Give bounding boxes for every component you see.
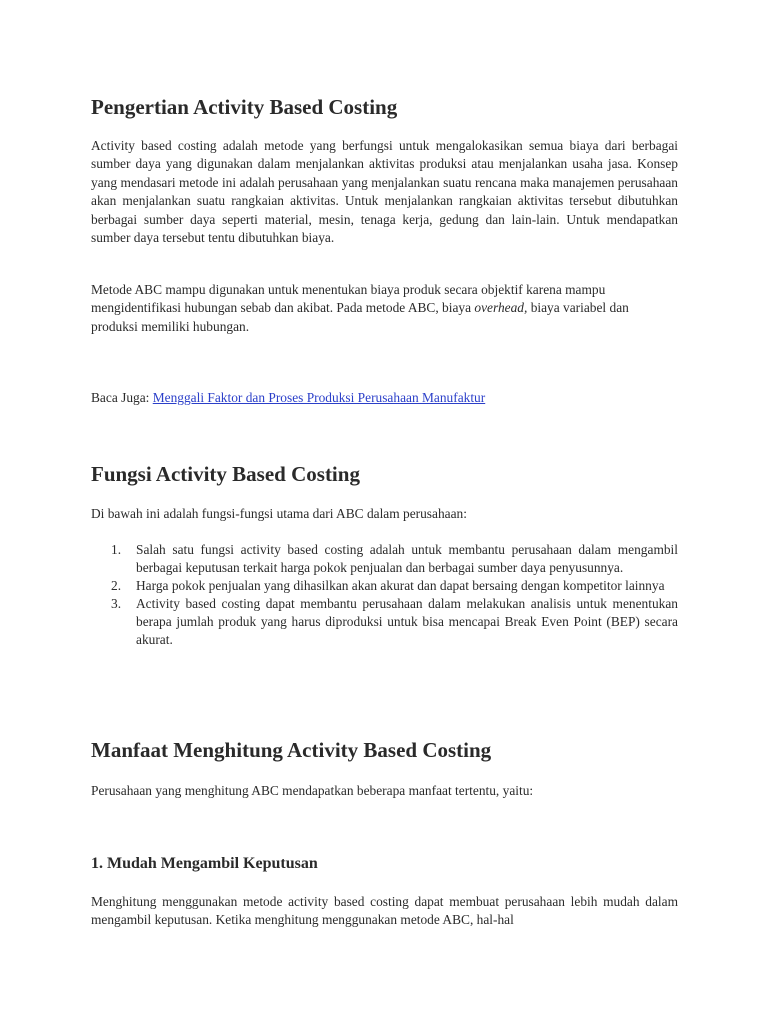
paragraph-pengertian-2-end: biaya variabel dan produksi memiliki hubungan. <box>91 300 629 334</box>
list-item <box>91 577 678 595</box>
list-text: Harga pokok penjualan yang dihasilkan akan akurat dan dapat bersaing dengan kompetitor lainnya <box>136 578 665 593</box>
fungsi-list <box>91 541 678 649</box>
paragraph-pengertian-2 <box>91 281 678 336</box>
heading-pengertian: Pengertian Activity Based Costing <box>91 95 398 119</box>
heading-manfaat: Manfaat Menghitung Activity Based Costing <box>91 738 492 762</box>
subheading-mudah-mengambil-keputusan: 1. Mudah Mengambil Keputusan <box>91 855 318 872</box>
fungsi-intro: Di bawah ini adalah fungsi-fungsi utama dari ABC dalam perusahaan: <box>91 506 467 521</box>
list-item <box>91 595 678 649</box>
read-also-label: Baca Juga: <box>91 390 153 405</box>
heading-fungsi: Fungsi Activity Based Costing <box>91 462 360 486</box>
read-also-link[interactable]: Menggali Faktor dan Proses Produksi Perusahaan Manufaktur <box>152 390 486 405</box>
list-number: 1. <box>111 542 122 557</box>
paragraph-pengertian-2-text: Metode ABC mampu digunakan untuk menentukan biaya produk secara objektif karena mampu mengidentifikasi hubungan sebab dan akibat. Pada metode ABC, biaya <box>91 282 606 316</box>
overhead-term: overhead, <box>474 300 528 316</box>
paragraph-pengertian-1: Activity based costing adalah metode yang berfungsi untuk mengalokasikan semua biaya dari berbagai sumber daya yang digunakan dalam menjalankan aktivitas produksi atau menjalankan usaha jasa. Konsep yang mendasari metode ini adalah perusahaan yang menjalankan suatu rencana maka manajemen perusahaan akan menjalankan suatu rangkaian aktivitas. Untuk menjalankan rangkaian aktivitas tersebut dibutuhkan berbagai sumber daya seperti material, mesin, tenaga kerja, gedung dan lain-lain. Untuk mendapatkan sumber daya tersebut tentu dibutuhkan biaya. <box>91 138 678 246</box>
list-text: Salah satu fungsi activity based costing adalah untuk membantu perusahaan dalam mengambil berbagai keputusan terkait harga pokok penjualan dan berbagai sumber daya penyusunnya. <box>136 542 678 575</box>
list-number: 3. <box>111 596 122 611</box>
read-also <box>91 389 678 407</box>
list-text: Activity based costing dapat membantu perusahaan dalam melakukan analisis untuk menentukan berapa jumlah produk yang harus diproduksi untuk bisa mencapai Break Even Point (BEP) secara akurat. <box>136 596 678 647</box>
paragraph-manfaat-1: Menghitung menggunakan metode activity based costing dapat membuat perusahaan lebih mudah dalam mengambil keputusan. Ketika menghitung menggunakan metode ABC, hal-hal <box>91 894 678 928</box>
manfaat-intro: Perusahaan yang menghitung ABC mendapatkan beberapa manfaat tertentu, yaitu: <box>91 783 534 798</box>
list-item <box>91 541 678 577</box>
list-number: 2. <box>111 578 122 593</box>
